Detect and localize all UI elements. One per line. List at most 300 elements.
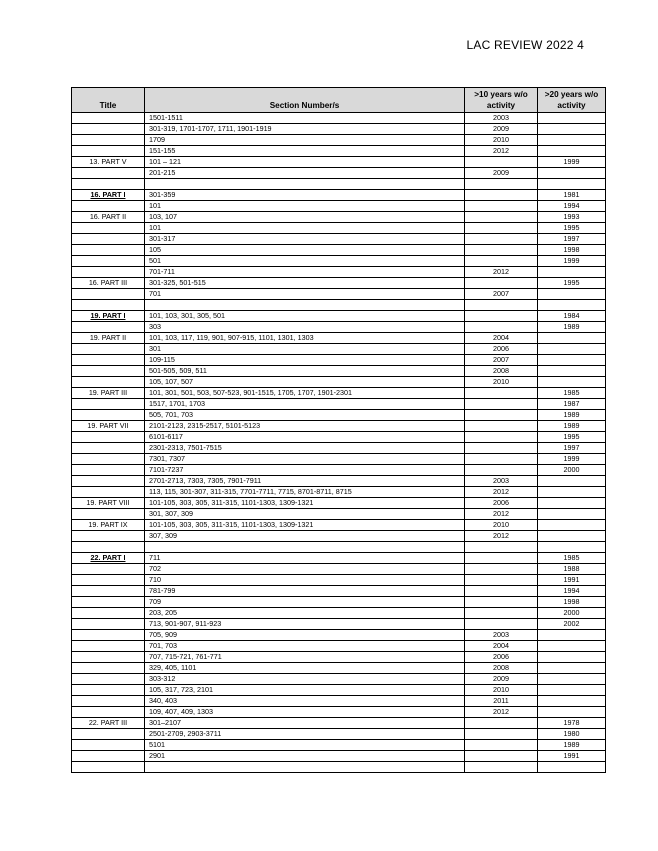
table-row xyxy=(72,685,606,696)
column-header-title: Title xyxy=(72,88,145,113)
title-cell xyxy=(72,289,145,300)
section-cell: 7101-7237 xyxy=(145,465,465,476)
ten-year-cell: 2012 xyxy=(465,509,538,520)
title-cell xyxy=(72,399,145,410)
title-cell: 19. PART VII xyxy=(72,421,145,432)
title-cell xyxy=(72,575,145,586)
title-cell xyxy=(72,630,145,641)
section-cell: 2101-2123, 2315-2517, 5101-5123 xyxy=(145,421,465,432)
section-cell: 101, 103, 117, 119, 901, 907-915, 1101, 1301, 1303 xyxy=(145,333,465,344)
table-row xyxy=(72,179,606,190)
section-cell: 7301, 7307 xyxy=(145,454,465,465)
section-cell: 105, 107, 507 xyxy=(145,377,465,388)
twenty-year-cell xyxy=(538,113,606,124)
ten-year-cell xyxy=(465,322,538,333)
twenty-year-cell xyxy=(538,366,606,377)
twenty-year-cell: 2000 xyxy=(538,608,606,619)
title-cell xyxy=(72,729,145,740)
column-header-20-years: >20 years w/o activity xyxy=(538,88,606,113)
section-cell: 101, 301, 501, 503, 507-523, 901-1515, 1705, 1707, 1901-2301 xyxy=(145,388,465,399)
title-cell xyxy=(72,608,145,619)
ten-year-cell: 2003 xyxy=(465,630,538,641)
section-cell: 303-312 xyxy=(145,674,465,685)
ten-year-cell xyxy=(465,553,538,564)
twenty-year-cell xyxy=(538,696,606,707)
twenty-year-cell: 1998 xyxy=(538,245,606,256)
ten-year-cell: 2008 xyxy=(465,663,538,674)
ten-year-cell xyxy=(465,575,538,586)
title-cell xyxy=(72,696,145,707)
table-row xyxy=(72,608,606,619)
section-cell: 105, 317, 723, 2101 xyxy=(145,685,465,696)
table-row xyxy=(72,311,606,322)
twenty-year-cell: 1999 xyxy=(538,256,606,267)
title-cell xyxy=(72,531,145,542)
twenty-year-cell xyxy=(538,146,606,157)
table-row xyxy=(72,454,606,465)
ten-year-cell: 2004 xyxy=(465,333,538,344)
ten-year-cell: 2009 xyxy=(465,124,538,135)
section-cell: 151-155 xyxy=(145,146,465,157)
ten-year-cell: 2006 xyxy=(465,498,538,509)
section-cell: 301 xyxy=(145,344,465,355)
section-cell: 109, 407, 409, 1303 xyxy=(145,707,465,718)
table-row xyxy=(72,421,606,432)
ten-year-cell: 2009 xyxy=(465,674,538,685)
section-cell: 1517, 1701, 1703 xyxy=(145,399,465,410)
section-cell: 505, 701, 703 xyxy=(145,410,465,421)
section-cell: 701 xyxy=(145,289,465,300)
page-header: LAC REVIEW 2022 4 xyxy=(466,38,584,52)
section-cell: 101 – 121 xyxy=(145,157,465,168)
twenty-year-cell: 1993 xyxy=(538,212,606,223)
title-cell xyxy=(72,432,145,443)
section-cell: 701-711 xyxy=(145,267,465,278)
ten-year-cell xyxy=(465,718,538,729)
title-cell xyxy=(72,113,145,124)
twenty-year-cell xyxy=(538,344,606,355)
twenty-year-cell: 1989 xyxy=(538,322,606,333)
title-cell xyxy=(72,355,145,366)
ten-year-cell xyxy=(465,256,538,267)
title-cell xyxy=(72,146,145,157)
ten-year-cell: 2008 xyxy=(465,366,538,377)
section-cell: 301-319, 1701-1707, 1711, 1901-1919 xyxy=(145,124,465,135)
table-row xyxy=(72,564,606,575)
twenty-year-cell: 1989 xyxy=(538,740,606,751)
table-row xyxy=(72,201,606,212)
table-row xyxy=(72,234,606,245)
table-row xyxy=(72,586,606,597)
ten-year-cell: 2004 xyxy=(465,641,538,652)
table-row xyxy=(72,575,606,586)
twenty-year-cell: 1984 xyxy=(538,311,606,322)
table-row xyxy=(72,487,606,498)
table-row xyxy=(72,762,606,773)
twenty-year-cell xyxy=(538,762,606,773)
title-cell xyxy=(72,685,145,696)
ten-year-cell xyxy=(465,432,538,443)
twenty-year-cell xyxy=(538,663,606,674)
ten-year-cell xyxy=(465,388,538,399)
table-row xyxy=(72,344,606,355)
title-cell xyxy=(72,267,145,278)
section-cell: 1709 xyxy=(145,135,465,146)
ten-year-cell xyxy=(465,223,538,234)
table-row xyxy=(72,751,606,762)
ten-year-cell: 2007 xyxy=(465,355,538,366)
table-row xyxy=(72,157,606,168)
table-row xyxy=(72,267,606,278)
title-cell xyxy=(72,322,145,333)
title-cell xyxy=(72,707,145,718)
twenty-year-cell xyxy=(538,498,606,509)
title-cell xyxy=(72,751,145,762)
twenty-year-cell: 1991 xyxy=(538,575,606,586)
title-cell: 19. PART III xyxy=(72,388,145,399)
section-cell: 705, 909 xyxy=(145,630,465,641)
ten-year-cell xyxy=(465,762,538,773)
table-row xyxy=(72,663,606,674)
section-cell xyxy=(145,542,465,553)
twenty-year-cell xyxy=(538,124,606,135)
table-row xyxy=(72,256,606,267)
table-row xyxy=(72,388,606,399)
table-row xyxy=(72,619,606,630)
section-cell: 201-215 xyxy=(145,168,465,179)
twenty-year-cell xyxy=(538,300,606,311)
table-row xyxy=(72,113,606,124)
table-row xyxy=(72,531,606,542)
title-cell xyxy=(72,454,145,465)
table-row xyxy=(72,498,606,509)
section-cell: 2301-2313, 7501-7515 xyxy=(145,443,465,454)
title-cell: 16. PART III xyxy=(72,278,145,289)
section-cell: 1501-1511 xyxy=(145,113,465,124)
title-cell: 13. PART V xyxy=(72,157,145,168)
ten-year-cell xyxy=(465,564,538,575)
section-cell: 2501-2709, 2903-3711 xyxy=(145,729,465,740)
ten-year-cell xyxy=(465,234,538,245)
title-cell xyxy=(72,487,145,498)
title-cell: 19. PART I xyxy=(72,311,145,322)
twenty-year-cell: 1985 xyxy=(538,553,606,564)
title-cell xyxy=(72,542,145,553)
title-cell xyxy=(72,256,145,267)
twenty-year-cell: 1995 xyxy=(538,223,606,234)
section-cell: 6101-6117 xyxy=(145,432,465,443)
section-cell: 501 xyxy=(145,256,465,267)
column-header-section: Section Number/s xyxy=(145,88,465,113)
section-cell: 103, 107 xyxy=(145,212,465,223)
table-row xyxy=(72,124,606,135)
table-row xyxy=(72,542,606,553)
ten-year-cell xyxy=(465,245,538,256)
ten-year-cell: 2011 xyxy=(465,696,538,707)
title-cell xyxy=(72,762,145,773)
title-cell xyxy=(72,663,145,674)
twenty-year-cell: 1995 xyxy=(538,432,606,443)
title-cell xyxy=(72,135,145,146)
table-row xyxy=(72,366,606,377)
table-row xyxy=(72,674,606,685)
ten-year-cell: 2009 xyxy=(465,168,538,179)
title-cell: 16. PART II xyxy=(72,212,145,223)
lac-review-table xyxy=(71,87,606,773)
section-cell: 101-105, 303, 305, 311-315, 1101-1303, 1309-1321 xyxy=(145,520,465,531)
ten-year-cell: 2010 xyxy=(465,685,538,696)
twenty-year-cell: 1988 xyxy=(538,564,606,575)
section-cell: 113, 115, 301-307, 311-315, 7701-7711, 7715, 8701-8711, 8715 xyxy=(145,487,465,498)
title-cell xyxy=(72,179,145,190)
title-cell xyxy=(72,564,145,575)
ten-year-cell xyxy=(465,179,538,190)
ten-year-cell xyxy=(465,586,538,597)
twenty-year-cell: 1981 xyxy=(538,190,606,201)
ten-year-cell xyxy=(465,751,538,762)
twenty-year-cell: 2000 xyxy=(538,465,606,476)
section-cell: 781-799 xyxy=(145,586,465,597)
section-cell: 711 xyxy=(145,553,465,564)
twenty-year-cell xyxy=(538,487,606,498)
twenty-year-cell xyxy=(538,674,606,685)
section-cell: 301, 307, 309 xyxy=(145,509,465,520)
twenty-year-cell xyxy=(538,542,606,553)
table-row xyxy=(72,641,606,652)
section-cell: 329, 405, 1101 xyxy=(145,663,465,674)
ten-year-cell: 2012 xyxy=(465,707,538,718)
title-cell xyxy=(72,597,145,608)
twenty-year-cell xyxy=(538,289,606,300)
table-row xyxy=(72,377,606,388)
table-row xyxy=(72,245,606,256)
table-row xyxy=(72,465,606,476)
table-row xyxy=(72,146,606,157)
table-row xyxy=(72,509,606,520)
section-cell: 307, 309 xyxy=(145,531,465,542)
table-body xyxy=(72,113,606,773)
section-cell: 340, 403 xyxy=(145,696,465,707)
table-row xyxy=(72,135,606,146)
section-cell: 5101 xyxy=(145,740,465,751)
twenty-year-cell: 1999 xyxy=(538,454,606,465)
ten-year-cell: 2012 xyxy=(465,146,538,157)
ten-year-cell xyxy=(465,278,538,289)
ten-year-cell: 2010 xyxy=(465,520,538,531)
twenty-year-cell: 1985 xyxy=(538,388,606,399)
twenty-year-cell xyxy=(538,179,606,190)
ten-year-cell: 2012 xyxy=(465,487,538,498)
table-row xyxy=(72,300,606,311)
table-row xyxy=(72,289,606,300)
table-row xyxy=(72,223,606,234)
title-cell xyxy=(72,619,145,630)
title-cell xyxy=(72,476,145,487)
section-cell: 301-359 xyxy=(145,190,465,201)
twenty-year-cell xyxy=(538,168,606,179)
table-row xyxy=(72,476,606,487)
ten-year-cell xyxy=(465,190,538,201)
section-cell: 501-505, 509, 511 xyxy=(145,366,465,377)
section-cell: 303 xyxy=(145,322,465,333)
section-cell xyxy=(145,179,465,190)
twenty-year-cell xyxy=(538,707,606,718)
table-row xyxy=(72,168,606,179)
twenty-year-cell xyxy=(538,531,606,542)
twenty-year-cell: 1989 xyxy=(538,410,606,421)
ten-year-cell: 2006 xyxy=(465,344,538,355)
table-row xyxy=(72,718,606,729)
title-cell xyxy=(72,223,145,234)
ten-year-cell: 2010 xyxy=(465,135,538,146)
table-row xyxy=(72,212,606,223)
ten-year-cell xyxy=(465,443,538,454)
twenty-year-cell xyxy=(538,509,606,520)
twenty-year-cell: 1995 xyxy=(538,278,606,289)
section-cell: 2701-2713, 7303, 7305, 7901-7911 xyxy=(145,476,465,487)
title-cell xyxy=(72,410,145,421)
table-row xyxy=(72,553,606,564)
twenty-year-cell xyxy=(538,685,606,696)
ten-year-cell xyxy=(465,542,538,553)
title-cell xyxy=(72,586,145,597)
title-cell: 19. PART IX xyxy=(72,520,145,531)
table-row xyxy=(72,652,606,663)
twenty-year-cell xyxy=(538,520,606,531)
section-cell: 203, 205 xyxy=(145,608,465,619)
twenty-year-cell: 2002 xyxy=(538,619,606,630)
section-cell: 710 xyxy=(145,575,465,586)
section-cell: 301–2107 xyxy=(145,718,465,729)
table-row xyxy=(72,432,606,443)
twenty-year-cell: 1999 xyxy=(538,157,606,168)
column-header-10-years: >10 years w/o activity xyxy=(465,88,538,113)
section-cell: 709 xyxy=(145,597,465,608)
ten-year-cell xyxy=(465,300,538,311)
twenty-year-cell xyxy=(538,135,606,146)
twenty-year-cell xyxy=(538,630,606,641)
title-cell xyxy=(72,300,145,311)
ten-year-cell xyxy=(465,311,538,322)
table-row xyxy=(72,355,606,366)
twenty-year-cell xyxy=(538,641,606,652)
table-row xyxy=(72,740,606,751)
twenty-year-cell: 1987 xyxy=(538,399,606,410)
table-row xyxy=(72,696,606,707)
section-cell: 301-317 xyxy=(145,234,465,245)
section-cell: 101 xyxy=(145,223,465,234)
twenty-year-cell: 1997 xyxy=(538,234,606,245)
ten-year-cell xyxy=(465,465,538,476)
ten-year-cell xyxy=(465,729,538,740)
twenty-year-cell: 1991 xyxy=(538,751,606,762)
table-row xyxy=(72,190,606,201)
section-cell: 101 xyxy=(145,201,465,212)
ten-year-cell: 2003 xyxy=(465,113,538,124)
ten-year-cell: 2007 xyxy=(465,289,538,300)
table-row xyxy=(72,707,606,718)
title-cell xyxy=(72,124,145,135)
section-cell: 702 xyxy=(145,564,465,575)
ten-year-cell xyxy=(465,201,538,212)
twenty-year-cell xyxy=(538,267,606,278)
section-cell: 2901 xyxy=(145,751,465,762)
table-row xyxy=(72,278,606,289)
twenty-year-cell xyxy=(538,652,606,663)
title-cell xyxy=(72,443,145,454)
ten-year-cell xyxy=(465,597,538,608)
title-cell xyxy=(72,201,145,212)
title-cell xyxy=(72,234,145,245)
title-cell xyxy=(72,465,145,476)
section-cell: 109-115 xyxy=(145,355,465,366)
ten-year-cell xyxy=(465,454,538,465)
table-row xyxy=(72,597,606,608)
ten-year-cell: 2012 xyxy=(465,531,538,542)
twenty-year-cell xyxy=(538,355,606,366)
ten-year-cell: 2003 xyxy=(465,476,538,487)
table-row xyxy=(72,333,606,344)
table-row xyxy=(72,399,606,410)
section-cell xyxy=(145,300,465,311)
title-cell xyxy=(72,245,145,256)
section-cell: 701, 703 xyxy=(145,641,465,652)
title-cell xyxy=(72,509,145,520)
twenty-year-cell: 1980 xyxy=(538,729,606,740)
twenty-year-cell: 1994 xyxy=(538,201,606,212)
title-cell: 19. PART II xyxy=(72,333,145,344)
title-cell: 16. PART I xyxy=(72,190,145,201)
ten-year-cell xyxy=(465,421,538,432)
section-cell: 707, 715-721, 761-771 xyxy=(145,652,465,663)
section-cell: 713, 901-907, 911-923 xyxy=(145,619,465,630)
title-cell: 19. PART VIII xyxy=(72,498,145,509)
section-cell: 101, 103, 301, 305, 501 xyxy=(145,311,465,322)
section-cell: 105 xyxy=(145,245,465,256)
twenty-year-cell xyxy=(538,476,606,487)
ten-year-cell xyxy=(465,212,538,223)
title-cell xyxy=(72,344,145,355)
table-row xyxy=(72,520,606,531)
title-cell xyxy=(72,674,145,685)
section-cell: 101-105, 303, 305, 311-315, 1101-1303, 1309-1321 xyxy=(145,498,465,509)
ten-year-cell: 2010 xyxy=(465,377,538,388)
ten-year-cell: 2006 xyxy=(465,652,538,663)
table-row xyxy=(72,630,606,641)
title-cell xyxy=(72,366,145,377)
section-cell xyxy=(145,762,465,773)
twenty-year-cell: 1994 xyxy=(538,586,606,597)
ten-year-cell xyxy=(465,608,538,619)
table-header-row xyxy=(72,88,606,113)
twenty-year-cell: 1978 xyxy=(538,718,606,729)
title-cell: 22. PART I xyxy=(72,553,145,564)
twenty-year-cell: 1989 xyxy=(538,421,606,432)
twenty-year-cell: 1997 xyxy=(538,443,606,454)
title-cell xyxy=(72,652,145,663)
title-cell xyxy=(72,740,145,751)
table-row xyxy=(72,322,606,333)
twenty-year-cell xyxy=(538,377,606,388)
title-cell xyxy=(72,641,145,652)
table-row xyxy=(72,410,606,421)
ten-year-cell xyxy=(465,157,538,168)
table-row xyxy=(72,443,606,454)
title-cell xyxy=(72,377,145,388)
ten-year-cell xyxy=(465,410,538,421)
ten-year-cell xyxy=(465,740,538,751)
title-cell: 22. PART III xyxy=(72,718,145,729)
